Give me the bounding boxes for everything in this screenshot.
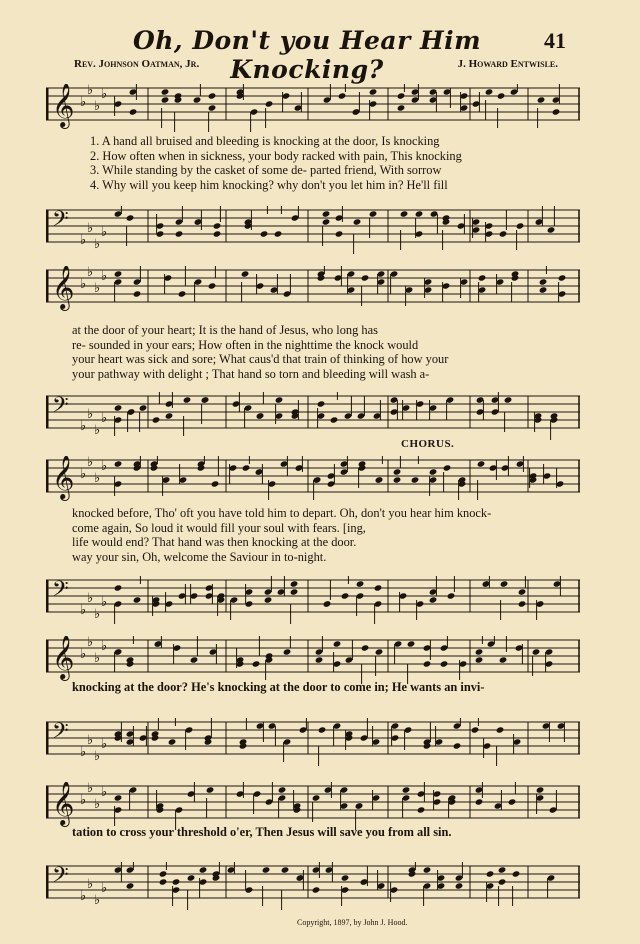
flat-icon: ♭	[87, 84, 94, 98]
lyric-line: re- sounded in your ears; How often in the nighttime the knock would	[72, 337, 419, 352]
flat-icon: ♭	[101, 225, 108, 240]
lyric-line: 2. How often when in sickness, your body racked with pain, This knocking	[90, 148, 462, 163]
note-head	[341, 592, 350, 599]
note-head	[361, 274, 370, 281]
lyrics-block	[72, 825, 580, 840]
note-head	[471, 726, 480, 733]
note-head	[283, 648, 292, 655]
note-head	[552, 108, 561, 115]
lyricist-credit: Rev. Johnson Oatman, Jr.	[74, 58, 200, 70]
flat-icon: ♭	[101, 269, 108, 284]
note-head	[453, 742, 462, 749]
note-head	[330, 416, 339, 423]
note-head	[500, 580, 509, 587]
note-head	[361, 644, 370, 651]
note-head	[499, 656, 508, 663]
note-head	[498, 866, 507, 873]
note-head	[375, 476, 384, 483]
flat-icon: ♭	[101, 785, 108, 800]
staff-lines	[46, 266, 580, 314]
note-head	[206, 786, 215, 793]
flat-icon: ♭	[80, 419, 87, 434]
note-head	[504, 396, 513, 403]
flat-icon: ♭	[94, 471, 101, 486]
treble-clef-icon: 𝄞	[52, 636, 75, 679]
note-head	[133, 596, 142, 603]
treble-clef-icon: 𝄞	[52, 266, 75, 309]
flat-icon: ♭	[94, 423, 101, 438]
flat-icon: ♭	[101, 459, 108, 474]
lyric-line: come again, So loud it would fill your soul with fears. [ing,	[72, 520, 366, 535]
note-head	[317, 400, 326, 407]
note-head	[423, 660, 432, 667]
staff-lines	[46, 456, 580, 504]
flat-icon: ♭	[87, 266, 94, 280]
note-head	[333, 640, 342, 647]
page-number: 41	[544, 28, 566, 53]
lyric-line: your pathway with delight ; That hand so torn and bleeding will wash a-	[72, 366, 430, 381]
note-head	[455, 882, 464, 889]
staff-lines	[46, 206, 580, 254]
note-head	[475, 648, 484, 655]
treble-staff	[46, 782, 580, 825]
note-head	[159, 878, 168, 885]
note-head	[417, 806, 426, 813]
staff-lines	[46, 84, 580, 132]
note-head	[374, 584, 383, 591]
note-head	[393, 468, 402, 475]
note-head	[208, 282, 217, 289]
flat-icon: ♭	[94, 797, 101, 812]
lyric-line: life would end? That hand was then knocking at the door.	[72, 535, 357, 550]
note-head	[411, 476, 420, 483]
note-head	[318, 726, 327, 733]
note-head	[208, 92, 217, 99]
note-head	[114, 584, 123, 591]
note-head	[213, 230, 222, 237]
lyric-line: 3. While standing by the casket of some de- parted friend, With sorrow	[90, 163, 442, 178]
note-head	[262, 866, 271, 873]
flat-icon: ♭	[101, 411, 108, 426]
flat-icon: ♭	[101, 87, 108, 102]
note-head	[315, 656, 324, 663]
note-head	[447, 592, 456, 599]
lyric-line: 1. A hand all bruised and bleeding is knocking at the door, Is knocking	[90, 134, 440, 148]
treble-clef-icon: 𝄞	[52, 84, 75, 127]
note-head	[213, 222, 222, 229]
flat-icon: ♭	[94, 237, 101, 252]
chorus-label: CHORUS.	[401, 438, 455, 450]
note-head	[256, 412, 265, 419]
note-head	[443, 464, 452, 471]
note-head	[322, 210, 331, 217]
note-head	[499, 230, 508, 237]
bass-clef-icon: 𝄢	[52, 207, 69, 237]
note-head	[498, 878, 507, 885]
note-head	[264, 596, 273, 603]
flat-icon: ♭	[94, 281, 101, 296]
note-head	[168, 738, 177, 745]
note-head	[175, 230, 184, 237]
note-head	[547, 226, 556, 233]
flat-icon: ♭	[101, 881, 108, 896]
note-head	[275, 396, 284, 403]
note-head	[539, 286, 548, 293]
note-head	[353, 218, 362, 225]
note-head	[241, 270, 250, 277]
note-head	[440, 660, 449, 667]
flat-icon: ♭	[80, 233, 87, 248]
note-head	[126, 882, 135, 889]
flat-icon: ♭	[80, 889, 87, 904]
note-head	[183, 396, 192, 403]
note-head	[512, 870, 521, 877]
flat-icon: ♭	[87, 877, 94, 892]
bass-staff	[46, 576, 580, 622]
note-head	[397, 104, 406, 111]
note-head	[178, 290, 187, 297]
staff-lines	[46, 636, 580, 684]
note-head	[114, 460, 123, 467]
flat-icon: ♭	[87, 591, 94, 606]
flat-icon: ♭	[80, 277, 87, 292]
flat-icon: ♭	[101, 639, 108, 654]
flat-icon: ♭	[94, 99, 101, 114]
note-head	[355, 802, 364, 809]
note-head	[190, 656, 199, 663]
note-head	[126, 214, 135, 221]
note-head	[518, 588, 527, 595]
note-head	[415, 210, 424, 217]
bass-clef-icon: 𝄢	[52, 863, 69, 893]
note-head	[497, 92, 506, 99]
note-head	[429, 596, 438, 603]
bass-clef-icon: 𝄢	[52, 719, 69, 749]
staff-lines	[46, 576, 580, 624]
lyrics-block	[72, 506, 580, 564]
note-head	[496, 726, 505, 733]
staff-lines	[46, 862, 580, 910]
flat-icon: ♭	[94, 651, 101, 666]
note-head	[152, 416, 161, 423]
treble-clef-icon: 𝄞	[52, 456, 75, 499]
note-head	[537, 96, 546, 103]
note-head	[335, 230, 344, 237]
flat-icon: ♭	[80, 647, 87, 662]
note-head	[242, 464, 251, 471]
staff-lines	[46, 782, 580, 830]
note-head	[139, 404, 148, 411]
lyric-line: way your sin, Oh, welcome the Saviour in to-night.	[72, 549, 327, 564]
note-head	[265, 100, 274, 107]
note-head	[532, 648, 541, 655]
note-head	[290, 580, 299, 587]
note-head	[369, 210, 378, 217]
note-head	[338, 92, 347, 99]
note-head	[201, 396, 210, 403]
lyric-line: at the door of your heart; It is the hand of Jesus, who long has	[72, 323, 378, 337]
note-head	[393, 476, 402, 483]
note-head	[114, 794, 123, 801]
hymn-title: Oh, Don't you Hear Him Knocking?	[132, 26, 482, 84]
bass-staff	[46, 718, 580, 764]
note-head	[312, 886, 321, 893]
lyric-line: your heart was sick and sore; What caus'd that train of thinking of how your	[72, 352, 449, 367]
treble-staff	[46, 84, 580, 127]
note-head	[518, 600, 527, 607]
bass-staff	[46, 862, 580, 908]
note-head	[161, 88, 170, 95]
note-head	[187, 874, 196, 881]
note-head	[407, 640, 416, 647]
note-head	[161, 96, 170, 103]
note-head	[260, 230, 269, 237]
staff-lines	[46, 392, 580, 440]
note-head	[281, 866, 290, 873]
note-head	[375, 648, 384, 655]
note-head	[558, 274, 567, 281]
note-head	[290, 588, 299, 595]
treble-staff	[46, 456, 580, 499]
note-head	[539, 278, 548, 285]
staff-lines	[46, 718, 580, 766]
lyric-line: knocking at the door? He's knocking at the door to come in; He wants an invi-	[72, 680, 485, 694]
note-head	[475, 798, 484, 805]
note-head	[323, 600, 332, 607]
note-head	[114, 270, 123, 277]
note-head	[278, 786, 287, 793]
note-head	[397, 92, 406, 99]
flat-icon: ♭	[80, 95, 87, 110]
note-head	[478, 274, 487, 281]
flat-icon: ♭	[87, 221, 94, 236]
lyrics-block	[72, 323, 580, 381]
note-head	[322, 218, 331, 225]
flat-icon: ♭	[87, 636, 94, 650]
note-head	[252, 660, 261, 667]
note-head	[486, 870, 495, 877]
note-head	[475, 656, 484, 663]
bass-clef-icon: 𝄢	[52, 393, 69, 423]
treble-staff	[46, 266, 580, 309]
treble-staff	[46, 636, 580, 679]
note-head	[172, 878, 181, 885]
flat-icon: ♭	[101, 595, 108, 610]
flat-icon: ♭	[94, 893, 101, 908]
note-head	[208, 104, 217, 111]
note-head	[536, 786, 545, 793]
treble-clef-icon: 𝄞	[52, 782, 75, 825]
note-head	[485, 88, 494, 95]
note-head	[369, 88, 378, 95]
note-head	[133, 290, 142, 297]
note-head	[516, 222, 525, 229]
note-head	[312, 794, 321, 801]
flat-icon: ♭	[94, 749, 101, 764]
flat-icon: ♭	[87, 782, 94, 796]
note-head	[165, 412, 174, 419]
lyric-line: 4. Why will you keep him knocking? why don't you let him in? He'll fill	[90, 177, 448, 192]
note-head	[274, 230, 283, 237]
note-head	[341, 874, 350, 881]
flat-icon: ♭	[87, 733, 94, 748]
note-head	[129, 108, 138, 115]
note-head	[114, 404, 123, 411]
bass-clef-icon: 𝄢	[52, 577, 69, 607]
note-head	[400, 210, 409, 217]
flat-icon: ♭	[80, 603, 87, 618]
lyric-line: tation to cross your threshold o'er, Then Jesus will save you from all sin.	[72, 825, 452, 839]
note-head	[402, 786, 411, 793]
flat-icon: ♭	[87, 456, 94, 470]
note-head	[508, 798, 517, 805]
note-head	[199, 866, 208, 873]
flat-icon: ♭	[101, 737, 108, 752]
note-head	[423, 866, 432, 873]
note-head	[356, 580, 365, 587]
copyright-notice: Copyright, 1897, by John J. Hood.	[297, 918, 408, 927]
flat-icon: ♭	[80, 793, 87, 808]
bass-staff	[46, 206, 580, 252]
lyrics-block	[72, 680, 580, 695]
flat-icon: ♭	[80, 467, 87, 482]
flat-icon: ♭	[94, 607, 101, 622]
flat-icon: ♭	[87, 407, 94, 422]
flat-icon: ♭	[80, 745, 87, 760]
lyric-line: knocked before, Tho' oft you have told him to depart. Oh, don't you hear him knock-	[72, 506, 492, 520]
note-head	[193, 96, 202, 103]
note-head	[159, 870, 168, 877]
composer-credit: J. Howard Entwisle.	[457, 58, 558, 70]
lyrics-block	[72, 134, 580, 192]
note-head	[211, 480, 220, 487]
note-head	[429, 468, 438, 475]
bass-staff	[46, 392, 580, 438]
note-head	[477, 460, 486, 467]
